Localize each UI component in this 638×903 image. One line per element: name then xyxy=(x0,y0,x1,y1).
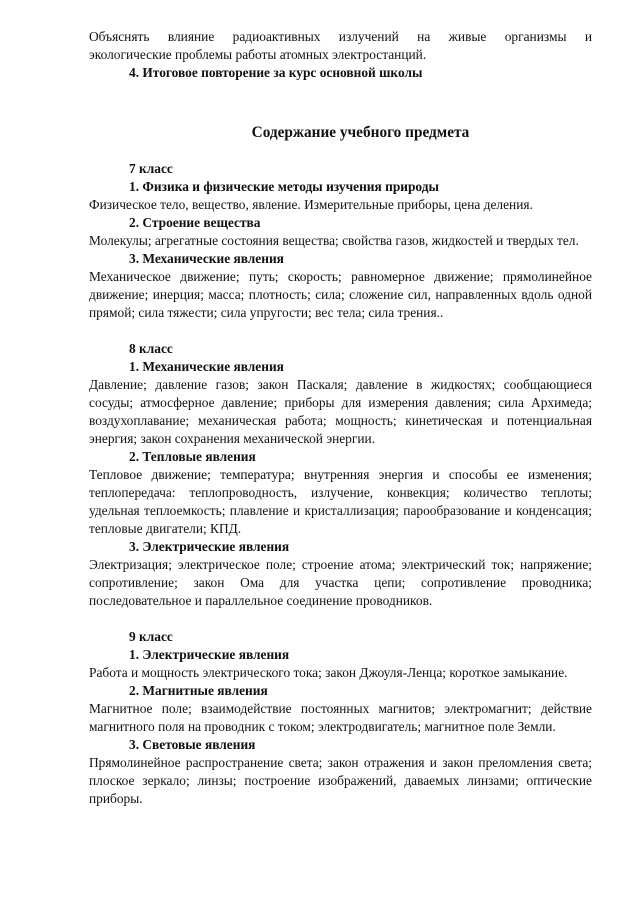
grade-9-section-2-title: 2. Магнитные явления xyxy=(129,683,268,698)
grade-9-section-1-text: Работа и мощность электрического тока; закон Джоуля-Ленца; короткое замыкание. xyxy=(89,665,568,680)
grade-8-section-1-text: Давление; давление газов; закон Паскаля; давление в жидкостях; сообщающиеся сосуды; атмосферное давление; приборы для измерения давления; сила Архимеда; воздухоплавание; механическая работа; мощность; кинетическая и потенциальная энергия; закон сохранения механической энергии. xyxy=(89,377,592,446)
grade-9-label: 9 класс xyxy=(129,629,173,644)
grade-7-section-2-text: Молекулы; агрегатные состояния вещества; свойства газов, жидкостей и твердых тел. xyxy=(89,233,579,248)
grade-9-section-1-title: 1. Электрические явления xyxy=(129,647,290,662)
grade-8-label: 8 класс xyxy=(129,341,173,356)
document-page xyxy=(89,28,592,808)
grade-7-section-2-title: 2. Строение вещества xyxy=(129,215,261,230)
grade-7-section-1-text: Физическое тело, вещество, явление. Измерительные приборы, цена деления. xyxy=(89,197,533,212)
intro-text-line1: Объяснять влияние радиоактивных излучений на живые организмы и xyxy=(89,29,592,44)
grade-9-section-3-text: Прямолинейное распространение света; закон отражения и закон преломления света; плоское зеркало; линзы; построение изображений, даваемых линзами; оптические приборы. xyxy=(89,755,592,806)
intro-text-line2: экологические проблемы работы атомных электростанций. xyxy=(89,47,427,62)
spacer xyxy=(89,322,592,340)
grade-7-section-3-text: Механическое движение; путь; скорость; равномерное движение; прямолинейное движение; инерция; масса; плотность; сила; сложение сил, направленных вдоль одной прямой; сила тяжести; сила упругости; вес тела; сила трения.. xyxy=(89,269,592,320)
grade-8-section-3-title: 3. Электрические явления xyxy=(129,539,290,554)
grade-7-section-1-title: 1. Физика и физические методы изучения природы xyxy=(129,179,439,194)
grade-8-section-1-title: 1. Механические явления xyxy=(129,359,284,374)
page-title: Содержание учебного предмета xyxy=(251,124,470,141)
grade-8-section-2-title: 2. Тепловые явления xyxy=(129,449,256,464)
grade-7-label: 7 класс xyxy=(129,161,173,176)
grade-9-section-3-title: 3. Световые явления xyxy=(129,737,256,752)
grade-7-section-3-title: 3. Механические явления xyxy=(129,251,284,266)
grade-8-section-3-text: Электризация; электрическое поле; строение атома; электрический ток; напряжение; сопротивление; закон Ома для участка цепи; сопротивление проводника; последовательное и параллельное соединение проводников. xyxy=(89,557,592,608)
spacer xyxy=(89,610,592,628)
grade-9-section-2-text: Магнитное поле; взаимодействие постоянных магнитов; электромагнит; действие магнитного поля на проводник с током; электродвигатель; магнитное поле Земли. xyxy=(89,701,592,734)
grade-8-section-2-text: Тепловое движение; температура; внутренняя энергия и способы ее изменения; теплопередача: теплопроводность, излучение, конвекция; количество теплоты; удельная теплоемкость; плавление и кристаллизация; парообразование и конденсация; тепловые двигатели; КПД. xyxy=(89,467,592,536)
section-heading-final-review: 4. Итоговое повторение за курс основной школы xyxy=(129,65,423,80)
